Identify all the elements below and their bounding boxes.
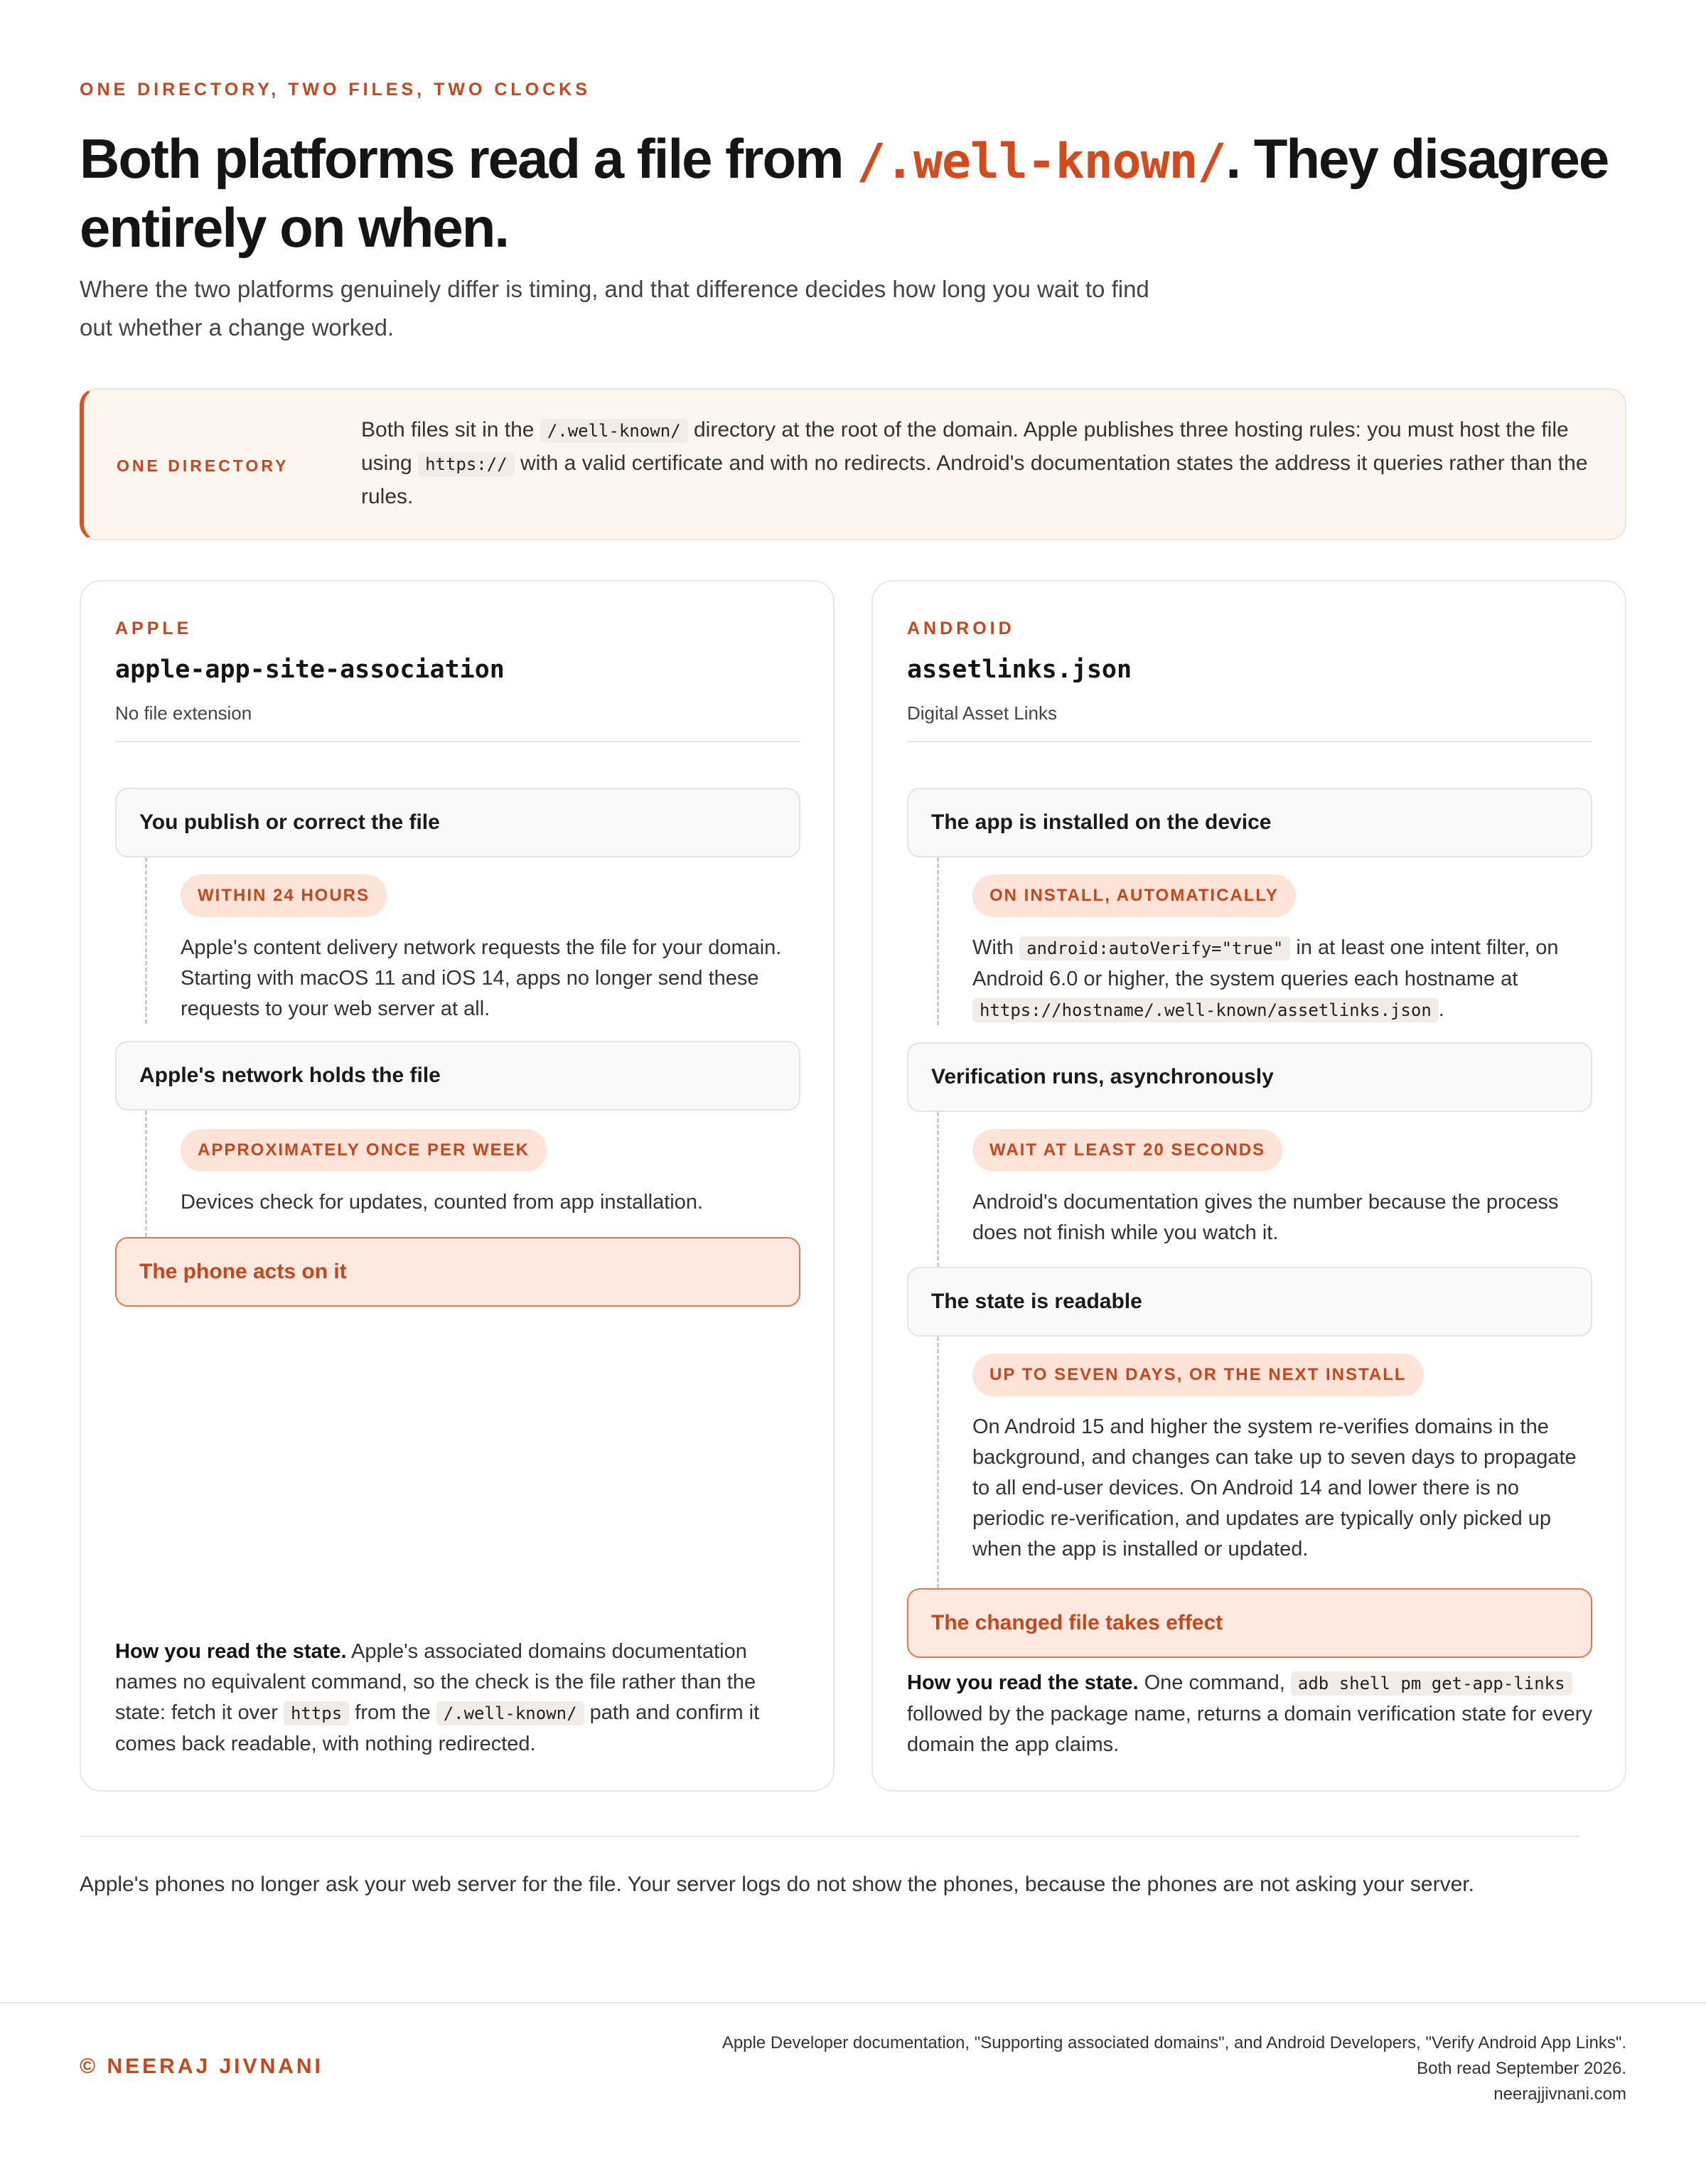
android-step-desc: On Android 15 and higher the system re-verifies domains in the background, and changes can take up to seven days to propagate to all end-user devices. On Android 14 and lower there is no periodic re-verification, and updates are typically only picked up when the app is installed or updated. xyxy=(972,1415,1577,1561)
apple-how-read-state xyxy=(115,1637,800,1760)
android-step-desc: Android's documentation gives the number because the process does not finish while you watch it. xyxy=(972,1191,1559,1244)
callout-code-wellknown: /.well-known/ xyxy=(540,419,688,443)
apple-step-final: The phone acts on it xyxy=(115,1237,800,1307)
apple-divider xyxy=(115,741,800,742)
how-text: from the xyxy=(349,1701,436,1724)
footer-brand: © NEERAJ JIVNANI xyxy=(80,2055,323,2078)
title-text-start: Both platforms read a file from xyxy=(80,127,857,190)
footer-divider xyxy=(0,2002,1706,2003)
desc-text: With xyxy=(972,936,1020,959)
android-badge-seven-days: UP TO SEVEN DAYS, OR THE NEXT INSTALL xyxy=(972,1354,1424,1396)
android-file-subtitle: Digital Asset Links xyxy=(907,702,1057,724)
title-text-end: . They disagree entirely on when. xyxy=(80,127,1609,259)
android-divider xyxy=(907,741,1592,742)
callout-text-part: directory at the root of the domain. Apple publishes three hosting rules: you must host the file using xyxy=(361,418,1569,475)
source-line: Apple Developer documentation, "Supporting associated domains", and Android Developers, "Verify Android App Links". xyxy=(721,2033,1626,2052)
android-badge-install: ON INSTALL, AUTOMATICALLY xyxy=(972,874,1296,917)
how-lead: How you read the state. xyxy=(907,1671,1139,1694)
apple-platform-label: APPLE xyxy=(115,619,193,638)
source-url: neerajjivnani.com xyxy=(1493,2084,1626,2104)
android-step-installed: The app is installed on the device xyxy=(907,788,1592,857)
title-code: /.well-known/ xyxy=(857,134,1226,190)
page-title xyxy=(80,126,1626,260)
apple-step-publish: You publish or correct the file xyxy=(115,788,800,857)
apple-step-desc: Apple's content delivery network requests the file for your domain. Starting with macOS 11 and iOS 14, apps no longer send these requests to your web server at all. xyxy=(181,936,782,1020)
apple-filename: apple-app-site-association xyxy=(115,655,505,684)
apple-step-desc: Devices check for updates, counted from app installation. xyxy=(181,1191,704,1214)
callout-text-part: Both files sit in the xyxy=(361,418,540,441)
android-filename: assetlinks.json xyxy=(907,655,1132,684)
callout-text-part: with a valid certificate and with no redirects. Android's documentation states the address it queries rather than the rules. xyxy=(361,451,1588,508)
android-timeline-rail xyxy=(937,1337,939,1588)
footer-sources xyxy=(560,2030,1626,2107)
how-code-adb: adb shell pm get-app-links xyxy=(1291,1671,1572,1696)
android-step-desc xyxy=(972,933,1584,1026)
apple-step-network: Apple's network holds the file xyxy=(115,1041,800,1110)
apple-file-subtitle: No file extension xyxy=(115,702,252,724)
apple-badge-weekly: APPROXIMATELY ONCE PER WEEK xyxy=(181,1129,547,1172)
how-text: One command, xyxy=(1138,1671,1291,1694)
android-step-verification: Verification runs, asynchronously xyxy=(907,1042,1592,1112)
closing-note: Apple's phones no longer ask your web server for the file. Your server logs do not show the phones, because the phones are not asking your server. xyxy=(80,1873,1474,1896)
apple-badge-24h: WITHIN 24 HOURS xyxy=(181,874,387,917)
how-code-wellknown: /.well-known/ xyxy=(436,1701,584,1725)
how-text: Apple's associated domains documentation names no equivalent command, so the check is the file rather than the state: fetch it over xyxy=(115,1640,756,1724)
page xyxy=(80,80,1626,1896)
android-platform-label: ANDROID xyxy=(907,619,1015,638)
how-code-https: https xyxy=(284,1701,349,1725)
desc-text: . xyxy=(1438,998,1444,1021)
callout-label: ONE DIRECTORY xyxy=(117,456,289,475)
code-autoverify: android:autoVerify="true" xyxy=(1019,936,1290,960)
how-text: path and confirm it comes back readable, with nothing redirected. xyxy=(115,1701,760,1755)
apple-card xyxy=(80,580,835,1792)
android-how-read-state xyxy=(907,1668,1592,1760)
callout-code-https: https:// xyxy=(418,452,515,476)
how-text: followed by the package name, returns a domain verification state for every domain the app claims. xyxy=(907,1703,1592,1756)
android-timeline-rail xyxy=(937,1112,939,1267)
android-timeline-rail xyxy=(937,857,939,1025)
code-assetlinks-url: https://hostname/.well-known/assetlinks.json xyxy=(972,998,1439,1022)
apple-timeline-rail xyxy=(145,1110,147,1237)
android-step-final: The changed file takes effect xyxy=(907,1588,1592,1658)
android-badge-20s: WAIT AT LEAST 20 SECONDS xyxy=(972,1129,1282,1172)
desc-text: in at least one intent filter, on Android 6.0 or higher, the system queries each hostname at xyxy=(972,936,1559,990)
eyebrow: ONE DIRECTORY, TWO FILES, TWO CLOCKS xyxy=(80,80,591,100)
android-step-readable: The state is readable xyxy=(907,1267,1592,1337)
source-line: Both read September 2026. xyxy=(1417,2059,1626,2078)
callout-text xyxy=(361,414,1598,513)
section-divider xyxy=(80,1836,1579,1837)
apple-timeline-rail xyxy=(145,857,147,1024)
android-card xyxy=(871,580,1626,1792)
how-lead: How you read the state. xyxy=(115,1640,347,1663)
callout xyxy=(80,388,1626,540)
subtitle: Where the two platforms genuinely differ is timing, and that difference decides how long you wait to find out whether a change worked. xyxy=(80,276,1149,341)
